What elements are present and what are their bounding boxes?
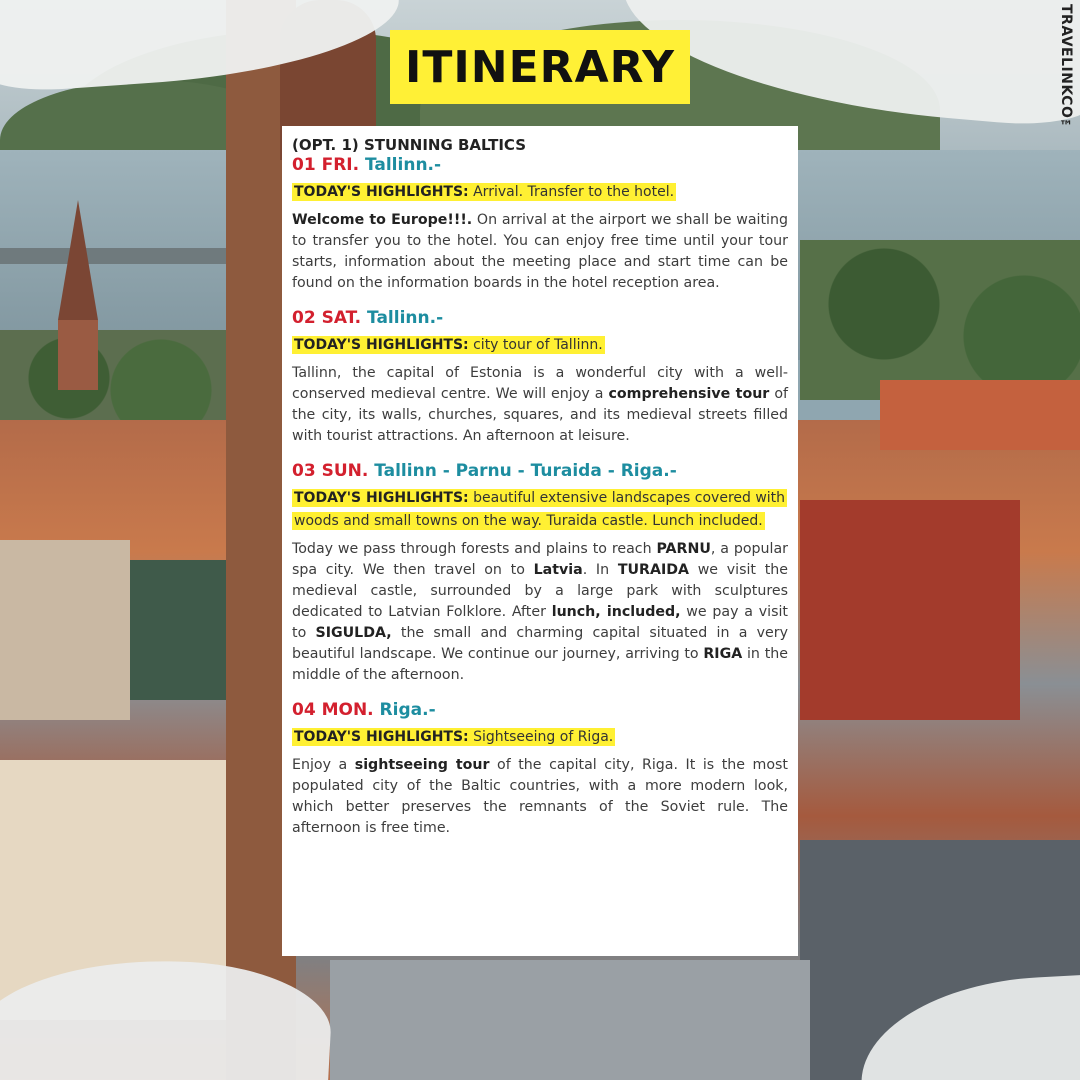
brand-logo-text: TRAVELINKCO™ (1058, 4, 1074, 135)
emphasis-text: TURAIDA (617, 562, 689, 578)
day-description (292, 755, 788, 839)
description-text: Tallinn, the capital of Estonia is a wonderful city with a well-conserved medieval centre. We will enjoy a (292, 365, 788, 402)
description-text: On arrival at the airport we shall be waiting to transfer you to the hotel. You can enjoy free time until your tour starts, information about the meeting place and start time can be found on the information boards in the hotel reception area. (292, 212, 788, 291)
day-section (292, 308, 788, 447)
day-route: Tallinn.- (359, 155, 442, 175)
highlights-banner (292, 489, 787, 530)
tour-title: (OPT. 1) STUNNING BALTICS (292, 136, 527, 154)
highlights-label: TODAY'S HIGHLIGHTS: (294, 729, 469, 745)
highlights-label: TODAY'S HIGHLIGHTS: (294, 337, 469, 353)
day-heading (292, 700, 788, 720)
building (0, 540, 130, 720)
emphasis-text: SIGULDA, (315, 625, 392, 641)
highlights-text: Arrival. Transfer to the hotel. (468, 184, 675, 200)
description-text: , a popular spa city. We then travel on to (292, 541, 788, 578)
itinerary-card (282, 126, 798, 956)
description-text: we visit the medieval castle, surrounded by a large park with sculptures dedicated to Latvian Folklore. After (292, 562, 788, 620)
day-section (292, 700, 788, 839)
description-text: Today we pass through forests and plains to reach (292, 541, 657, 557)
description-text: we pay a visit to (292, 604, 788, 641)
trees (800, 240, 1080, 400)
day-label: 04 MON. (292, 700, 374, 720)
day-label: 03 SUN. (292, 461, 369, 481)
day-description (292, 210, 788, 294)
itinerary-title: ITINERARY (405, 41, 675, 93)
emphasis-text: PARNU (656, 541, 711, 557)
emphasis-text: comprehensive tour (608, 386, 770, 402)
highlights-banner (292, 183, 676, 201)
day-description (292, 539, 788, 686)
bridge (0, 248, 260, 264)
emphasis-text: sightseeing tour (354, 757, 490, 773)
day-heading (292, 155, 788, 175)
building (880, 380, 1080, 450)
highlights-label: TODAY'S HIGHLIGHTS: (294, 490, 469, 506)
highlights-text: Sightseeing of Riga. (468, 729, 614, 745)
emphasis-text: Welcome to Europe!!!. (292, 212, 473, 228)
highlights-text: beautiful extensive landscapes covered with woods and small towns on the way. Turaida castle. Lunch included. (294, 490, 786, 529)
day-section (292, 155, 788, 294)
highlights-banner (292, 728, 615, 746)
emphasis-text: lunch, included, (551, 604, 681, 620)
building (330, 960, 810, 1080)
description-text: . In (582, 562, 618, 578)
description-text: the small and charming capital situated in a very beautiful landscape. We continue our journey, arriving to (292, 625, 788, 662)
building (800, 500, 1020, 720)
day-label: 02 SAT. (292, 308, 362, 328)
day-description (292, 363, 788, 447)
description-text: of the city, its walls, churches, squares, and its medieval streets filled with tourist attractions. An afternoon at leisure. (292, 386, 788, 444)
days-list (292, 155, 788, 839)
emphasis-text: Latvia (533, 562, 583, 578)
highlights-text: city tour of Tallinn. (468, 337, 603, 353)
day-heading (292, 308, 788, 328)
description-text: in the middle of the afternoon. (292, 646, 788, 683)
day-heading (292, 461, 788, 481)
day-section (292, 461, 788, 686)
description-text: Enjoy a (292, 757, 355, 773)
description-text: of the capital city, Riga. It is the most populated city of the Baltic countries, with a more modern look, which better preserves the remnants of the Soviet rule. The afternoon is free time. (292, 757, 788, 836)
day-route: Riga.- (373, 700, 436, 720)
church-spire-base (58, 320, 98, 390)
day-label: 01 FRI. (292, 155, 360, 175)
day-route: Tallinn - Parnu - Turaida - Riga.- (368, 461, 677, 481)
emphasis-text: RIGA (703, 646, 743, 662)
highlights-banner (292, 336, 605, 354)
highlights-label: TODAY'S HIGHLIGHTS: (294, 184, 469, 200)
day-route: Tallinn.- (361, 308, 444, 328)
itinerary-title-box (390, 30, 690, 104)
church-spire (58, 200, 98, 320)
